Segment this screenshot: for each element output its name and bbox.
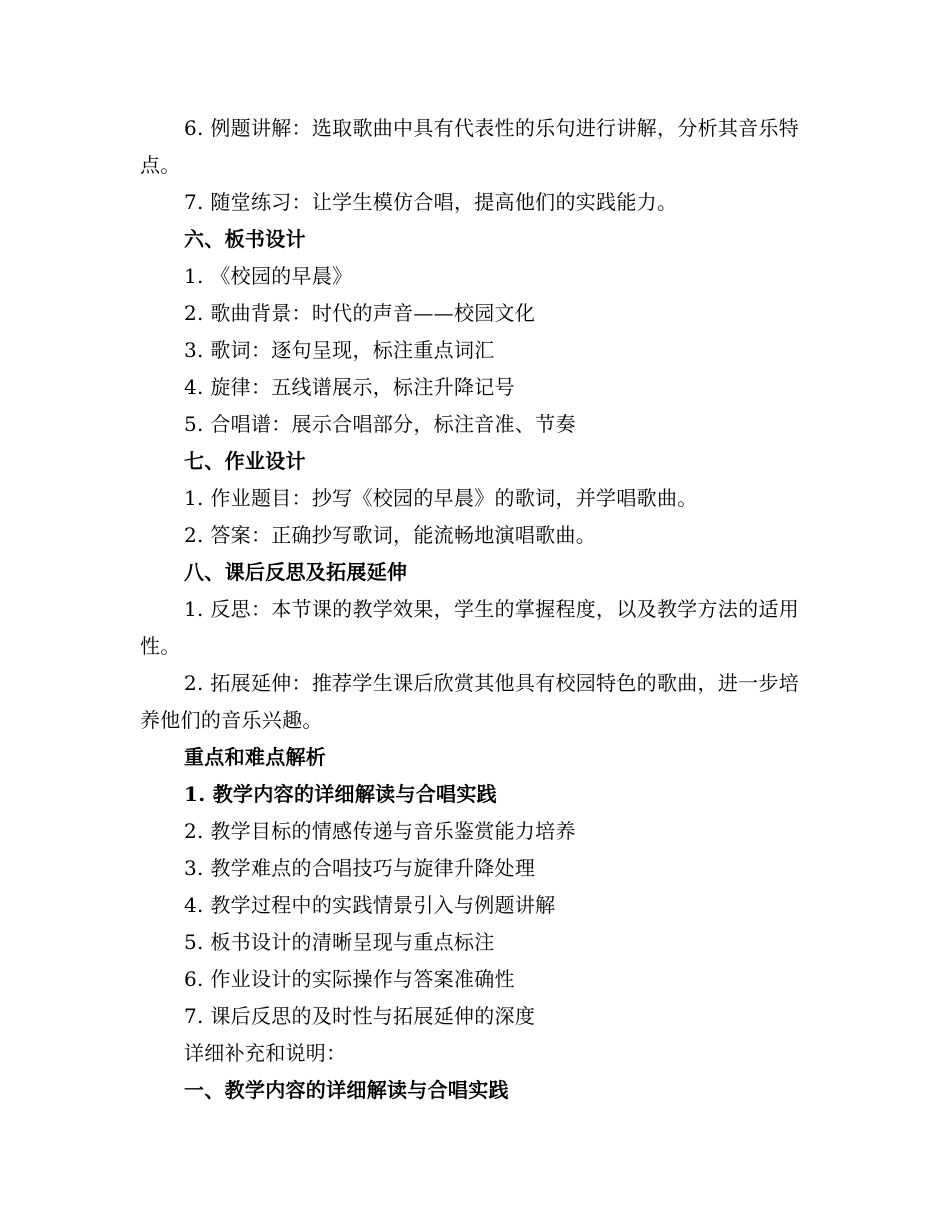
section-heading: 一、教学内容的详细解读与合唱实践 <box>184 1078 509 1102</box>
body-paragraph: 详细补充和说明： <box>184 1041 347 1065</box>
section-heading: 七、作业设计 <box>184 449 306 473</box>
body-paragraph: 5. 板书设计的清晰呈现与重点标注 <box>184 930 495 954</box>
section-heading: 六、板书设计 <box>184 227 306 251</box>
document-body <box>140 110 808 1109</box>
body-paragraph: 6. 作业设计的实际操作与答案准确性 <box>184 967 515 991</box>
body-paragraph: 5. 合唱谱：展示合唱部分，标注音准、节奏 <box>184 412 576 436</box>
body-paragraph: 4. 旋律：五线谱展示，标注升降记号 <box>184 375 515 399</box>
body-paragraph: 2. 教学目标的情感传递与音乐鉴赏能力培养 <box>184 819 576 843</box>
body-paragraph: 2. 拓展延伸：推荐学生课后欣赏其他具有校园特色的歌曲，进一步培养他们的音乐兴趣。 <box>140 671 800 732</box>
body-paragraph: 3. 歌词：逐句呈现，标注重点词汇 <box>184 338 495 362</box>
body-paragraph: 4. 教学过程中的实践情景引入与例题讲解 <box>184 893 556 917</box>
body-paragraph: 1. 反思：本节课的教学效果，学生的掌握程度，以及教学方法的适用性。 <box>140 597 800 658</box>
body-paragraph: 1. 《校园的早晨》 <box>184 264 353 288</box>
body-paragraph: 6. 例题讲解：选取歌曲中具有代表性的乐句进行讲解，分析其音乐特点。 <box>140 116 800 177</box>
section-heading: 重点和难点解析 <box>184 745 327 769</box>
body-paragraph: 7. 随堂练习：让学生模仿合唱，提高他们的实践能力。 <box>184 190 678 214</box>
section-heading: 1. 教学内容的详细解读与合唱实践 <box>184 782 497 806</box>
body-paragraph: 1. 作业题目：抄写《校园的早晨》的歌词，并学唱歌曲。 <box>184 486 698 510</box>
section-heading: 八、课后反思及拓展延伸 <box>184 560 408 584</box>
body-paragraph: 7. 课后反思的及时性与拓展延伸的深度 <box>184 1004 536 1028</box>
body-paragraph: 2. 歌曲背景：时代的声音——校园文化 <box>184 301 536 325</box>
body-paragraph: 3. 教学难点的合唱技巧与旋律升降处理 <box>184 856 536 880</box>
body-paragraph: 2. 答案：正确抄写歌词，能流畅地演唱歌曲。 <box>184 523 597 547</box>
